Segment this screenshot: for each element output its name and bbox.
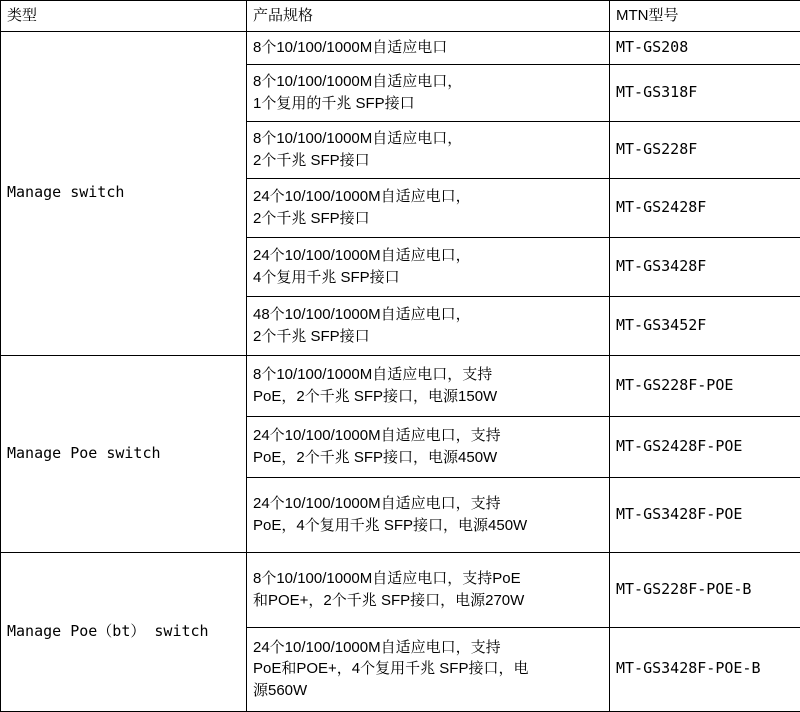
spec-line: 8个10/100/1000M自适应电口，支持 xyxy=(253,364,603,386)
spec-line: 2个千兆 SFP接口 xyxy=(253,326,603,348)
column-header-type: 类型 xyxy=(1,1,247,32)
spec-line: PoE，2个千兆 SFP接口，电源450W xyxy=(253,447,603,469)
spec-cell xyxy=(247,296,610,355)
spec-cell xyxy=(247,121,610,178)
model-cell: MT-GS2428F-POE xyxy=(610,416,800,477)
table-row xyxy=(1,31,800,64)
spec-cell xyxy=(247,31,610,64)
spec-line: 2个千兆 SFP接口 xyxy=(253,208,603,230)
group-type-manage-poe-switch: Manage Poe switch xyxy=(1,355,247,552)
model-cell: MT-GS3428F-POE xyxy=(610,477,800,552)
model-cell: MT-GS2428F xyxy=(610,178,800,237)
model-cell: MT-GS3428F-POE-B xyxy=(610,627,800,711)
spec-cell xyxy=(247,64,610,121)
spec-line: 24个10/100/1000M自适应电口，支持 xyxy=(253,425,603,447)
spec-line: 2个千兆 SFP接口 xyxy=(253,150,603,172)
spec-cell xyxy=(247,477,610,552)
spec-line: PoE，4个复用千兆 SFP接口，电源450W xyxy=(253,515,603,537)
model-cell: MT-GS228F xyxy=(610,121,800,178)
spec-line: 8个10/100/1000M自适应电口 xyxy=(253,37,603,59)
column-header-model: MTN型号 xyxy=(610,1,800,32)
group-type-manage-switch: Manage switch xyxy=(1,31,247,355)
spec-line: 8个10/100/1000M自适应电口，支持PoE xyxy=(253,568,603,590)
spec-line: 24个10/100/1000M自适应电口，支持 xyxy=(253,637,603,659)
model-cell: MT-GS318F xyxy=(610,64,800,121)
model-cell: MT-GS228F-POE-B xyxy=(610,552,800,627)
spec-line: PoE，2个千兆 SFP接口，电源150W xyxy=(253,386,603,408)
spec-cell xyxy=(247,178,610,237)
spec-line: 8个10/100/1000M自适应电口， xyxy=(253,71,603,93)
spec-line: 源560W xyxy=(253,680,603,702)
model-cell: MT-GS3428F xyxy=(610,237,800,296)
table-header-row xyxy=(1,1,800,32)
spec-line: PoE和POE+，4个复用千兆 SFP接口，电 xyxy=(253,658,603,680)
spec-line: 24个10/100/1000M自适应电口， xyxy=(253,186,603,208)
model-cell: MT-GS208 xyxy=(610,31,800,64)
spec-cell xyxy=(247,416,610,477)
spec-line: 48个10/100/1000M自适应电口， xyxy=(253,304,603,326)
spec-line: 4个复用千兆 SFP接口 xyxy=(253,267,603,289)
table-body xyxy=(1,1,800,712)
spec-line: 8个10/100/1000M自适应电口， xyxy=(253,128,603,150)
model-cell: MT-GS228F-POE xyxy=(610,355,800,416)
model-cell: MT-GS3452F xyxy=(610,296,800,355)
group-type-manage-poe-bt-switch: Manage Poe（bt） switch xyxy=(1,552,247,711)
spec-cell xyxy=(247,627,610,711)
spec-line: 和POE+，2个千兆 SFP接口，电源270W xyxy=(253,590,603,612)
spec-cell xyxy=(247,237,610,296)
table-row xyxy=(1,552,800,627)
spec-cell xyxy=(247,355,610,416)
column-header-spec: 产品规格 xyxy=(247,1,610,32)
table-row xyxy=(1,355,800,416)
spec-cell xyxy=(247,552,610,627)
spec-line: 1个复用的千兆 SFP接口 xyxy=(253,93,603,115)
spec-line: 24个10/100/1000M自适应电口， xyxy=(253,245,603,267)
spec-line: 24个10/100/1000M自适应电口，支持 xyxy=(253,493,603,515)
